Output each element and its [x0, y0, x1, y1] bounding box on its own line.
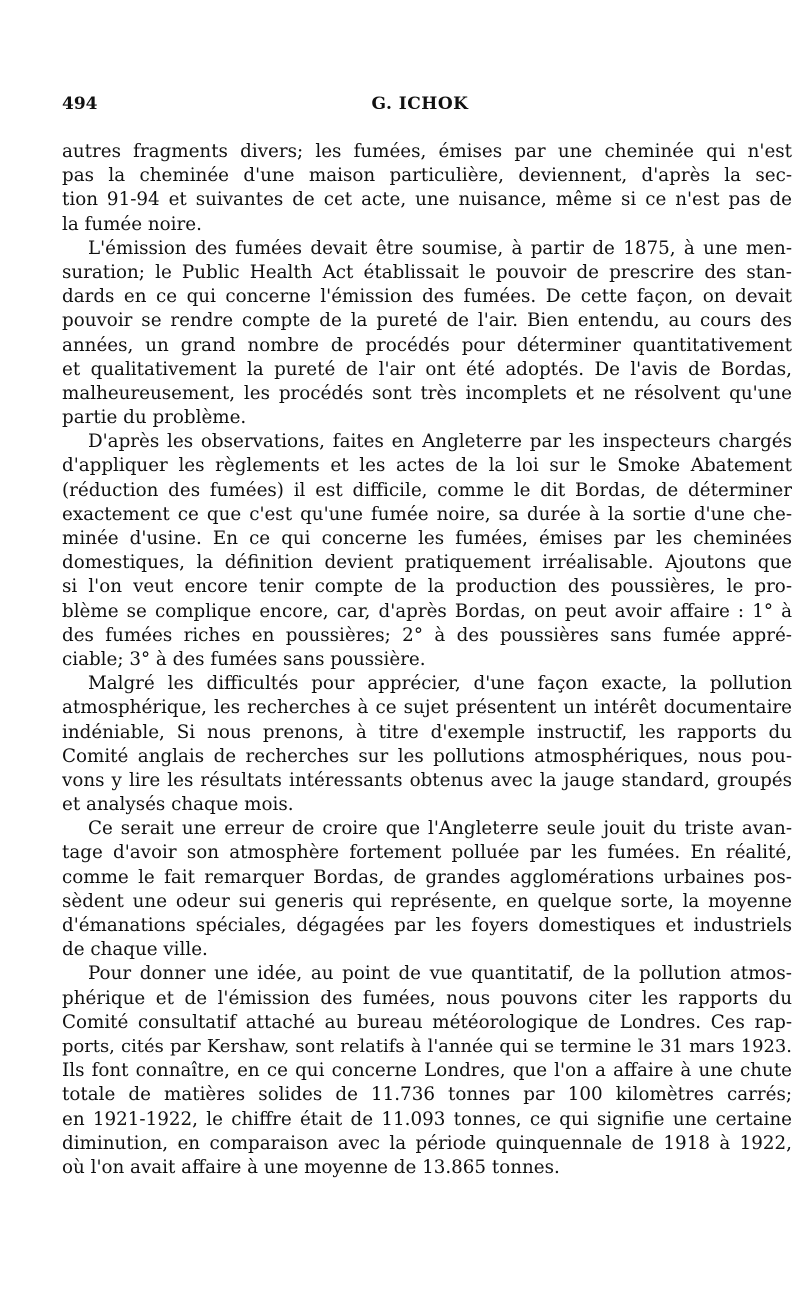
page-header	[62, 94, 778, 118]
text-line: la fumée noire.	[62, 213, 202, 235]
text-line: d'appliquer les règlements et les actes de la loi sur le Smoke Abatement	[62, 455, 792, 477]
text-line: d'émanations spéciales, dégagées par les foyers domestiques et industriels	[62, 915, 792, 936]
body-text	[62, 140, 792, 1180]
text-line: L'émission des fumées devait être soumise, à partir de 1875, à une men-	[88, 237, 792, 259]
text-line: si l'on veut encore tenir compte de la production des poussières, le pro-	[62, 576, 792, 598]
running-title: G. ICHOK	[371, 94, 469, 114]
text-line: pas la cheminée d'une maison particulière, deviennent, d'après la sec-	[62, 165, 792, 187]
text-line: en 1921-1922, le chiffre était de 11.093 tonnes, ce qui signifie une certaine	[62, 1108, 792, 1130]
text-line: pouvoir se rendre compte de la pureté de l'air. Bien entendu, au cours des	[62, 310, 792, 332]
text-line: Pour donner une idée, au point de vue quantitatif, de la pollution atmos-	[88, 963, 792, 985]
text-line: et analysés chaque mois.	[62, 794, 294, 816]
text-line: et qualitativement la pureté de l'air ont été adoptés. De l'avis de Bordas,	[62, 358, 792, 380]
text-line: exactement ce que c'est qu'une fumée noire, sa durée à la sortie d'une che-	[62, 503, 792, 525]
text-line: comme le fait remarquer Bordas, de grandes agglomérations urbaines pos-	[62, 866, 792, 888]
text-line: tion 91-94 et suivantes de cet acte, une nuisance, même si ce n'est pas de	[62, 189, 792, 211]
text-line: (réduction des fumées) il est difficile, comme le dit Bordas, de déterminer	[62, 479, 792, 501]
text-line: D'après les observations, faites en Angleterre par les inspecteurs chargés	[88, 431, 792, 453]
text-line: où l'on avait affaire à une moyenne de 13.865 tonnes.	[62, 1156, 560, 1178]
text-line: tage d'avoir son atmosphère fortement polluée par les fumées. En réalité,	[62, 842, 792, 864]
text-line: atmosphérique, les recherches à ce sujet présentent un intérêt documentaire	[62, 697, 792, 719]
text-line: sèdent une odeur sui generis qui représente, en quelque sorte, la moyenne	[62, 890, 792, 912]
text-line: suration; le Public Health Act établissait le pouvoir de prescrire des stan-	[62, 261, 792, 283]
text-line: partie du problème.	[62, 407, 247, 429]
text-line: années, un grand nombre de procédés pour déterminer quantitativement	[62, 334, 792, 356]
text-line: minée d'usine. En ce qui concerne les fumées, émises par les cheminées	[62, 528, 792, 549]
text-line: Ils font connaître, en ce qui concerne Londres, que l'on a affaire à une chute	[62, 1060, 792, 1082]
text-line: diminution, en comparaison avec la période quinquennale de 1918 à 1922,	[62, 1132, 792, 1154]
text-line: Ce serait une erreur de croire que l'Angleterre seule jouit du triste avan-	[88, 818, 792, 840]
text-line: vons y lire les résultats intéressants obtenus avec la jauge standard, groupés	[62, 769, 792, 791]
text-line: Comité consultatif attaché au bureau météorologique de Londres. Ces rap-	[62, 1011, 792, 1033]
text-line: ciable; 3° à des fumées sans poussière.	[62, 648, 426, 670]
page-number: 494	[62, 94, 98, 114]
text-line: autres fragments divers; les fumées, émises par une cheminée qui n'est	[62, 141, 792, 162]
text-line: phérique et de l'émission des fumées, nous pouvons citer les rapports du	[62, 987, 792, 1009]
text-line: totale de matières solides de 11.736 tonnes par 100 kilomètres carrés;	[62, 1084, 792, 1106]
text-line: domestiques, la définition devient pratiquement irréalisable. Ajoutons que	[62, 552, 792, 574]
text-line: malheureusement, les procédés sont très incomplets et ne résolvent qu'une	[62, 382, 792, 404]
text-line: indéniable, Si nous prenons, à titre d'exemple instructif, les rapports du	[62, 721, 792, 743]
text-line: ports, cités par Kershaw, sont relatifs à l'année qui se termine le 31 mars 1923.	[62, 1035, 792, 1057]
text-line: des fumées riches en poussières; 2° à des poussières sans fumée appré-	[62, 624, 792, 646]
text-line: de chaque ville.	[62, 939, 208, 961]
text-line: Comité anglais de recherches sur les pollutions atmosphériques, nous pou-	[62, 745, 792, 767]
text-line: blème se complique encore, car, d'après Bordas, on peut avoir affaire : 1° à	[62, 600, 792, 622]
text-line: dards en ce qui concerne l'émission des fumées. De cette façon, on devait	[62, 286, 792, 308]
text-line: Malgré les difficultés pour apprécier, d'une façon exacte, la pollution	[88, 673, 792, 695]
